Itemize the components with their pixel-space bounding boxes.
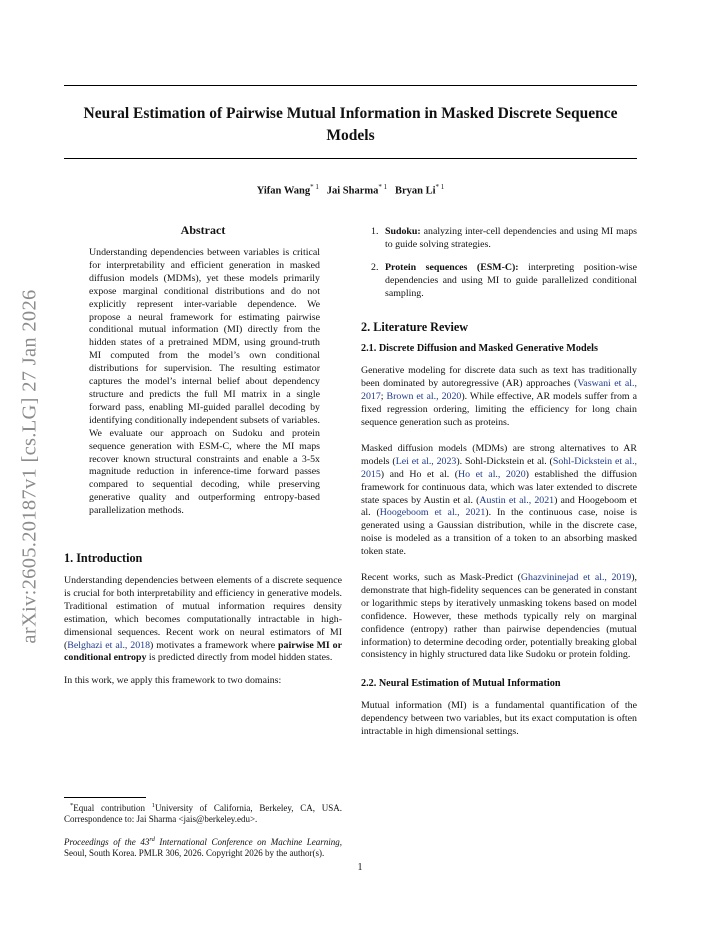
lit-text: ) and Ho et al. ( (380, 468, 459, 480)
lit-heading: 2. Literature Review (361, 319, 469, 334)
footnote-affiliation (64, 800, 342, 825)
abstract-heading: Abstract (180, 223, 226, 237)
citation-link[interactable]: Brown et al., 2020 (386, 391, 462, 403)
lit-subheading-1: 2.1. Discrete Diffusion and Masked Generative Models (361, 343, 598, 355)
author-name: Bryan Li (394, 185, 436, 197)
arxiv-watermark: arXiv:2605.20187v1 [cs.LG] 27 Jan 2026 (18, 289, 41, 644)
intro-text: is predicted directly from model hidden states. (146, 652, 333, 664)
proceedings-note (64, 834, 342, 859)
list-text (385, 262, 637, 301)
title-bottom-rule (64, 158, 637, 159)
author-name: Yifan Wang (256, 185, 311, 197)
lit-text: ). Sohl-Dickstein et al. ( (456, 455, 553, 467)
proceedings-ordinal: rd (149, 836, 155, 843)
intro-text: Understanding dependencies between elements of a discrete sequence is crucial for both interpretability and efficiency in generative models. Traditional estimation of mutual information requires density estimation, which becomes computationally intractable in high-dimensional sequences. Recent work on neural estimators of MI ( (64, 575, 342, 651)
intro-text: ) motivates a framework where (150, 639, 279, 651)
lit-paragraph-4: Mutual information (MI) is a fundamental quantification of the dependency between two variables, but its exact computation is often intractable in high dimensional settings. (361, 700, 637, 738)
proceedings-number: 43 (140, 837, 150, 847)
page-number: 1 (357, 862, 363, 873)
author-list (64, 183, 637, 197)
proceedings-text: Proceedings of the (64, 837, 141, 847)
lit-text: ) established the diffusion framework for continuous data, which was later extended to discrete state spaces by Austin et al. ( (361, 468, 637, 506)
list-item (371, 262, 637, 301)
lit-text: ). In the continuous case, noise is generated using a Gaussian distribution, while in the discrete case, noise is modeled as a transition of a token to an absorbing masked token state. (361, 507, 637, 558)
footnote-text: Equal contribution (73, 803, 152, 813)
author-marks: * 1 (435, 183, 445, 191)
lit-text: ). While effective, AR models suffer from a fixed regression ordering, limiting the efficiency for long chain sequence generation such as proteins. (361, 391, 637, 428)
left-column (64, 224, 342, 687)
lit-text: Generative modeling for discrete data such as text has traditionally been dominated by autoregressive (AR) approaches ( (361, 365, 637, 390)
citation-link[interactable]: Ho et al., 2020 (458, 468, 526, 480)
domains-list (371, 226, 637, 301)
lit-text: ) and Hoogeboom et al. ( (361, 494, 638, 519)
lit-text: ), demonstrate that high-fidelity sequences can be generated in constant or logarithmic steps by iteratively unmasking tokens based on model confidence. However, these methods typically rely on marginal confidence (entropy) rather than pairwise dependencies (mutual information) to determine decoding order, potentially breaking global consistency in highly structured data like Sudoku or protein folding. (361, 572, 638, 661)
intro-paragraph-2: In this work, we apply this framework to two domains: (64, 675, 282, 687)
proceedings-text: , Seoul, South Korea. PMLR 306, 2026. Copyright 2026 by the author(s). (64, 837, 342, 858)
lit-text: Recent works, such as Mask-Predict ( (361, 572, 521, 584)
footnote-rule (64, 797, 146, 798)
footnote-mark: * (70, 802, 74, 809)
list-item (371, 226, 637, 252)
proceedings-text: International Conference on Machine Learning (154, 837, 340, 847)
footnote-text: University of California, Berkeley, CA, USA. Correspondence to: Jai Sharma <jais@berkeley.edu>. (64, 803, 342, 824)
citation-link[interactable]: Belghazi et al., 2018 (67, 639, 151, 651)
intro-paragraph (64, 575, 342, 665)
citation-link[interactable]: Hoogeboom et al., 2021 (379, 507, 486, 519)
author-marks: * 1 (310, 183, 319, 191)
citation-link[interactable]: Lei et al., 2023 (395, 455, 457, 467)
citation-link[interactable]: Austin et al., 2021 (479, 494, 555, 506)
footnote-block (64, 800, 342, 859)
citation-link[interactable]: Sohl-Dickstein et al., 2015 (361, 455, 638, 480)
top-rule (64, 85, 637, 86)
lit-paragraph-3 (361, 572, 637, 662)
list-number: 2. (371, 261, 379, 273)
lit-subheading-2: 2.2. Neural Estimation of Mutual Information (361, 678, 561, 690)
abstract-text: Understanding dependencies between variables is critical for interpretability and efficient generation in masked diffusion models (MDMs), yet these models primarily expose marginal conditional distributions and do not explicitly represent inter-variable dependence. We propose a neural framework for estimating pairwise conditional mutual information (MI) directly from the hidden states of a pretrained MDM, using ground-truth MI computed from the model’s own conditional distributions for supervision. The resulting estimator captures the model’s internal belief about dependency structure and predicts the full MI matrix in a single forward pass, enabling MI-guided parallel decoding by identifying conditionally independent subsets of variables. We evaluate our approach on Sudoku and protein sequence generation with ESM-C, where the MI maps recover known structural constraints and enable a 3-5x magnitude reduction in inference-time forward passes compared to sequential decoding, while preserving generative quality and outperforming entropy-based parallelization methods. (89, 247, 320, 517)
list-bold: Protein sequences (ESM-C): (385, 261, 519, 273)
paper-title: Neural Estimation of Pairwise Mutual Information in Masked Discrete Sequence Models (83, 105, 618, 144)
author-marks: * 1 (378, 183, 388, 191)
list-number: 1. (371, 226, 379, 237)
list-text (385, 226, 637, 252)
author-name: Jai Sharma (326, 185, 379, 197)
lit-paragraph-1 (361, 365, 637, 430)
lit-text: Masked diffusion models (MDMs) are strong alternatives to AR models ( (361, 442, 637, 467)
citation-link[interactable]: Ghazvininejad et al., 2019 (520, 572, 632, 584)
lit-text: ; (380, 391, 387, 403)
right-column (361, 226, 637, 739)
affiliation-mark: 1 (151, 802, 155, 809)
intro-bold-text: pairwise MI or conditional entropy (64, 639, 342, 664)
list-body: interpreting position-wise dependencies and using MI to guide parallelized conditional sampling. (385, 261, 637, 299)
intro-heading: 1. Introduction (64, 551, 143, 566)
lit-paragraph-2 (361, 443, 637, 559)
citation-link[interactable]: Vaswani et al., 2017 (361, 378, 637, 403)
list-body: analyzing inter-cell dependencies and using MI maps to guide solving strategies. (385, 226, 637, 250)
list-bold: Sudoku: (385, 226, 421, 237)
